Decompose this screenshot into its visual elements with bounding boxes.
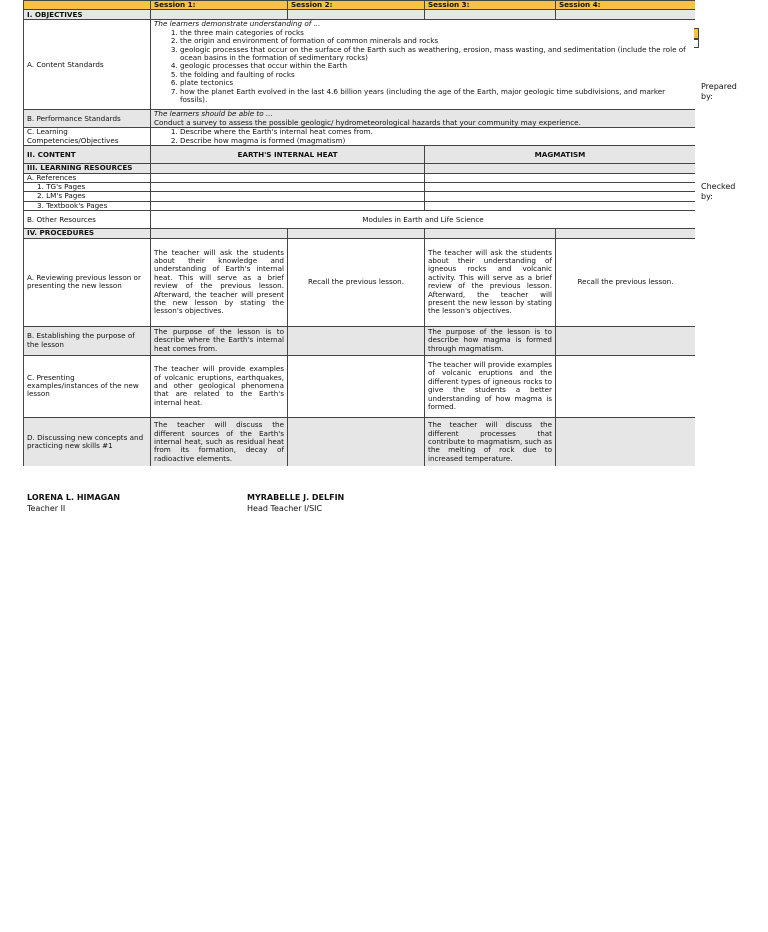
teacher-title: Teacher II [27, 504, 66, 513]
list-item: 7. how the planet Earth evolved in the last 4.6 billion years (including the age of the Earth, major geologic time subdivisions, and marker fossils). [180, 88, 692, 105]
procedures-heading: IV. PROCEDURES [24, 229, 151, 238]
head-name: MYRABELLE J. DELFIN [247, 493, 345, 502]
content-topic-2: MAGMATISM [425, 146, 696, 164]
competencies-cell [151, 128, 696, 146]
tg-pages-label: 1. TG's Pages [37, 182, 86, 192]
content-heading: II. CONTENT [24, 146, 151, 164]
objectives-heading-row [24, 10, 696, 20]
content-standards-cell [151, 20, 696, 110]
performance-standards-row [24, 110, 696, 128]
resources-heading-row [24, 164, 696, 173]
tg-pages-row [24, 183, 696, 192]
procedure-d-row [24, 417, 696, 466]
objectives-heading: I. OBJECTIVES [24, 10, 151, 20]
session-1-header: Session 1: [151, 1, 288, 10]
procedure-c-session-3: The teacher will provide examples of volcanic eruptions and the different types of igneous rocks to give the students a better understanding of how magma is formed. [425, 355, 556, 417]
content-standards-intro: The learners demonstrate understanding of ... [154, 19, 321, 29]
procedure-b-label: B. Establishing the purpose of the lesson [24, 326, 151, 355]
dll-table-viewport [23, 0, 695, 466]
list-item: 1. the three main categories of rocks [180, 29, 692, 37]
resources-heading: III. LEARNING RESOURCES [24, 164, 151, 173]
procedure-c-label: C. Presenting examples/instances of the new lesson [24, 355, 151, 417]
procedure-c-row [24, 355, 696, 417]
textbook-pages-row [24, 201, 696, 210]
procedure-d-label: D. Discussing new concepts and practicing new skills #1 [24, 417, 151, 466]
competencies-list [154, 128, 692, 145]
references-label: A. References [24, 173, 151, 182]
procedures-heading-row [24, 229, 696, 238]
lm-pages-label: 2. LM's Pages [37, 191, 86, 201]
other-resources-label: B. Other Resources [24, 211, 151, 229]
list-item: 2. Describe how magma is formed (magmatism) [180, 137, 692, 145]
teacher-signature-block [27, 492, 120, 514]
list-item: 5. the folding and faulting of rocks [180, 71, 692, 79]
session-3-header: Session 3: [425, 1, 556, 10]
performance-standards-label: B. Performance Standards [24, 110, 151, 128]
content-standards-row [24, 20, 696, 110]
procedure-b-row [24, 326, 696, 355]
other-resources-value: Modules in Earth and Life Science [151, 211, 696, 229]
competencies-label: C. Learning Competencies/Objectives [24, 128, 151, 146]
sheet-edge-fragment [694, 28, 699, 39]
session-header-row [24, 1, 696, 10]
procedure-a-row [24, 238, 696, 326]
performance-standards-intro: The learners should be able to ... [154, 109, 273, 119]
list-item: 1. Describe where the Earth's internal heat comes from. [180, 128, 692, 136]
head-signature-block [247, 492, 344, 514]
checked-by-label: Checked by: [701, 182, 736, 201]
prepared-by-label: Prepared by: [701, 82, 737, 101]
performance-standards-text: Conduct a survey to assess the possible geologic/ hydrometeorological hazards that your community may experience. [154, 117, 581, 127]
content-standards-label: A. Content Standards [24, 20, 151, 110]
procedure-a-session-4: Recall the previous lesson. [556, 238, 696, 326]
procedure-d-session-3: The teacher will discuss the different processes that contribute to magmatism, such as the melting of rock due to increased temperature. [425, 417, 556, 466]
sheet-edge-fragment [694, 39, 699, 48]
procedure-b-session-1: The purpose of the lesson is to describe where the Earth's internal heat comes from. [151, 326, 288, 355]
textbook-pages-label: 3. Textbook's Pages [37, 201, 108, 210]
procedure-b-session-3: The purpose of the lesson is to describe how magma is formed through magmatism. [425, 326, 556, 355]
procedure-a-session-2: Recall the previous lesson. [288, 238, 425, 326]
content-row [24, 146, 696, 164]
procedure-a-label: A. Reviewing previous lesson or presenting the new lesson [24, 238, 151, 326]
session-2-header: Session 2: [288, 1, 425, 10]
list-item: 6. plate tectonics [180, 79, 692, 87]
procedure-a-session-1: The teacher will ask the students about their knowledge and understanding of Earth's internal heat. This will serve as a brief review of the previous lesson. Afterward, the teacher will present the new lesson by stating the lesson's objectives. [151, 238, 288, 326]
lm-pages-row [24, 192, 696, 201]
procedure-a-session-3: The teacher will ask the students about their understanding of igneous rocks and volcanic activity. This will serve as a brief review of the previous lesson. Afterward, the teacher will present the new lesson by stating the lesson's objectives. [425, 238, 556, 326]
list-item: 3. geologic processes that occur on the surface of the Earth such as weathering, erosion, mass wasting, and sedimentation (include the role of ocean basins in the formation of sedimentary rocks) [180, 46, 692, 63]
procedure-c-session-1: The teacher will provide examples of volcanic eruptions, earthquakes, and other geological phenomena that are related to the Earth's internal heat. [151, 355, 288, 417]
teacher-name: LORENA L. HIMAGAN [27, 493, 121, 502]
header-blank [24, 1, 151, 10]
head-title: Head Teacher I/SIC [247, 504, 323, 513]
references-row [24, 173, 696, 182]
competencies-row [24, 128, 696, 146]
other-resources-row [24, 211, 696, 229]
dll-table [23, 0, 695, 466]
session-4-header: Session 4: [556, 1, 696, 10]
list-item: 2. the origin and environment of formation of common minerals and rocks [180, 37, 692, 45]
procedure-d-session-1: The teacher will discuss the different sources of the Earth's internal heat, such as residual heat from its formation, decay of radioactive elements. [151, 417, 288, 466]
content-standards-list [154, 29, 692, 105]
list-item: 4. geologic processes that occur within the Earth [180, 62, 692, 70]
content-topic-1: EARTH'S INTERNAL HEAT [151, 146, 425, 164]
performance-standards-cell [151, 110, 696, 128]
